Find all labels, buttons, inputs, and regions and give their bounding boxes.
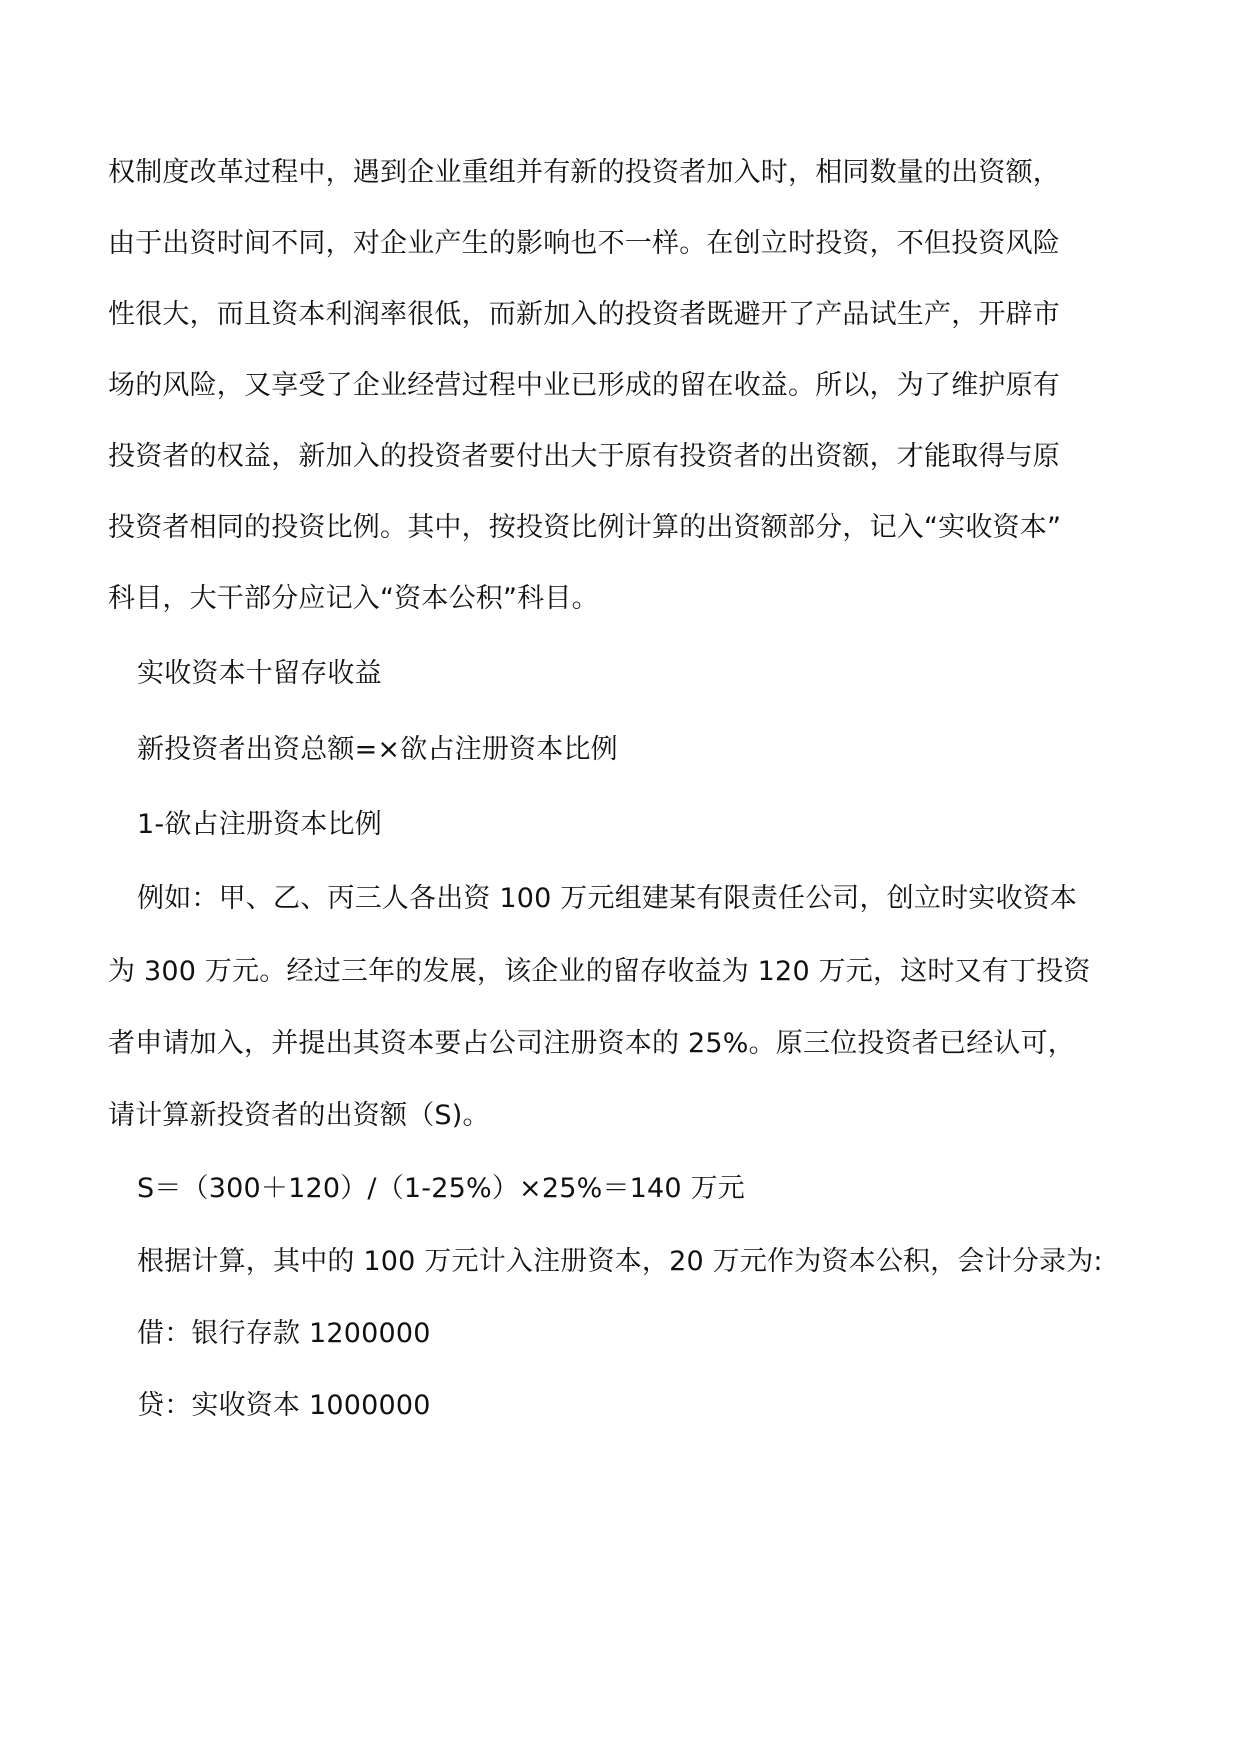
formula-numerator: 实收资本十留存收益 [137,658,382,689]
conclusion-line: 根据计算，其中的 100 万元计入注册资本，20 万元作为资本公积，会计分录为: [137,1246,1103,1277]
paragraph-line: 性很大，而且资本利润率很低，而新加入的投资者既避开了产品试生产，开辟市 [108,299,1060,330]
paragraph-line: 由于出资时间不同，对企业产生的影响也不一样。在创立时投资，不但投资风险 [108,228,1060,259]
formula-main: 新投资者出资总额=×欲占注册资本比例 [137,734,618,765]
calculation-line: S＝（300＋120）/（1-25%）×25%＝140 万元 [137,1173,745,1204]
paragraph-line: 科目，大干部分应记入“资本公积”科目。 [108,583,599,614]
example-line: 为 300 万元。经过三年的发展，该企业的留存收益为 120 万元，这时又有丁投资 [108,956,1091,987]
example-line: 请计算新投资者的出资额（S)。 [108,1100,490,1131]
example-line: 例如：甲、乙、丙三人各出资 100 万元组建某有限责任公司，创立时实收资本 [137,883,1078,914]
paragraph-line: 场的风险，又享受了企业经营过程中业已形成的留在收益。所以，为了维护原有 [108,370,1060,401]
paragraph-line: 投资者的权益，新加入的投资者要付出大于原有投资者的出资额，才能取得与原 [108,441,1060,472]
paragraph-line: 投资者相同的投资比例。其中，按投资比例计算的出资额部分，记入“实收资本” [108,512,1062,543]
formula-denominator: 1-欲占注册资本比例 [137,809,382,840]
example-line: 者申请加入，并提出其资本要占公司注册资本的 25%。原三位投资者已经认可， [108,1028,1075,1059]
debit-entry: 借：银行存款 1200000 [137,1318,431,1349]
credit-entry: 贷：实收资本 1000000 [137,1390,431,1421]
paragraph-line: 权制度改革过程中，遇到企业重组并有新的投资者加入时，相同数量的出资额， [108,157,1060,188]
